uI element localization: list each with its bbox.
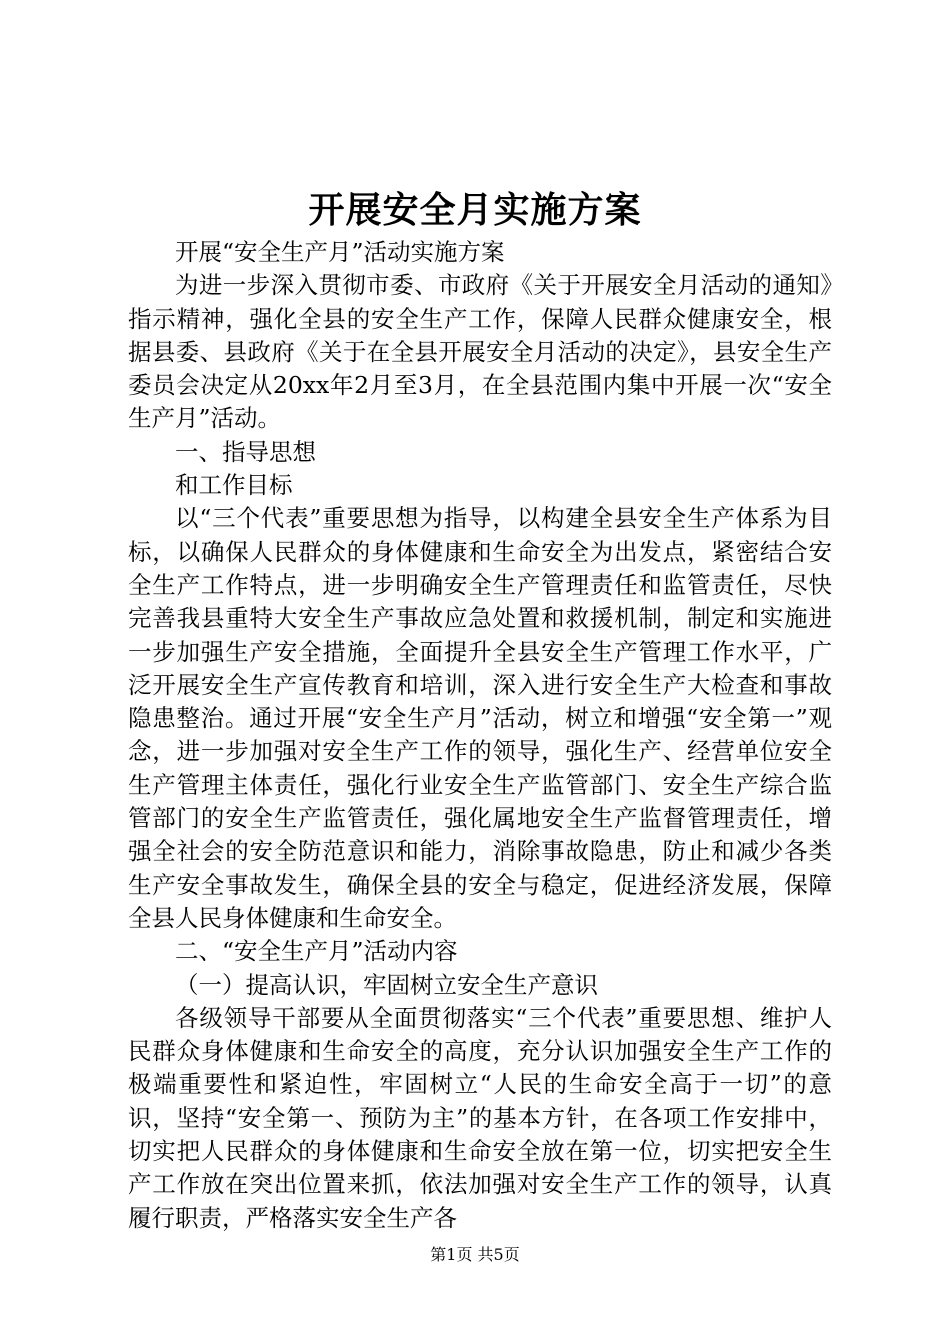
paragraph-goals: 以“三个代表”重要思想为指导，以构建全县安全生产体系为目标，以确保人民群众的身体健康和生命安全为出发点，紧密结合安全生产工作特点，进一步明确安全生产管理责任和监管责任，尽快完善我县重特大安全生产事故应急处置和救援机制，制定和实施进一步加强生产安全措施，全面提升全县安全生产管理工作水平，广泛开展安全生产宣传教育和培训，深入进行安全生产大检查和事故隐患整治。通过开展“安全生产月”活动，树立和增强“安全第一”观念，进一步加强对安全生产工作的领导，强化生产、经营单位安全生产管理主体责任，强化行业安全生产监管部门、安全生产综合监管部门的安全生产监管责任，强化属地安全生产监督管理责任，增强全社会的安全防范意识和能力，消除事故隐患，防止和减少各类生产安全事故发生，确保全县的安全与稳定，促进经济发展，保障全县人民身体健康和生命安全。 [128, 504, 832, 932]
heading-work-goal: 和工作目标 [175, 471, 293, 500]
paragraph-awareness: 各级领导干部要从全面贯彻落实“三个代表”重要思想、维护人民群众身体健康和生命安全的高度，充分认识加强安全生产工作的极端重要性和紧迫性，牢固树立“人民的生命安全高于一切”的意识，坚持“安全第一、预防为主”的基本方针，在各项工作安排中，切实把人民群众的身体健康和生命安全放在第一位，切实把安全生产工作放在突出位置来抓，依法加强对安全生产工作的领导，认真履行职责，严格落实安全生产各 [128, 1003, 832, 1232]
paragraph-intro: 为进一步深入贯彻市委、市政府《关于开展安全月活动的通知》指示精神，强化全县的安全生产工作，保障人民群众健康安全，根据县委、县政府《关于在全县开展安全月活动的决定》，县安全生产委员会决定从20xx年2月至3月，在全县范围内集中开展一次“安全生产月”活动。 [128, 271, 832, 433]
document-body [128, 236, 832, 1235]
paragraph-subtitle: 开展“安全生产月”活动实施方案 [175, 238, 505, 266]
document-title: 开展安全月实施方案 [308, 189, 642, 231]
heading-guiding-thought: 一、指导思想 [175, 437, 316, 466]
page-footer: 第1页 共5页 [430, 1245, 520, 1264]
subheading-raise-awareness: （一）提高认识，牢固树立安全生产意识 [175, 970, 598, 999]
heading-activity-content: 二、“安全生产月”活动内容 [175, 937, 458, 966]
